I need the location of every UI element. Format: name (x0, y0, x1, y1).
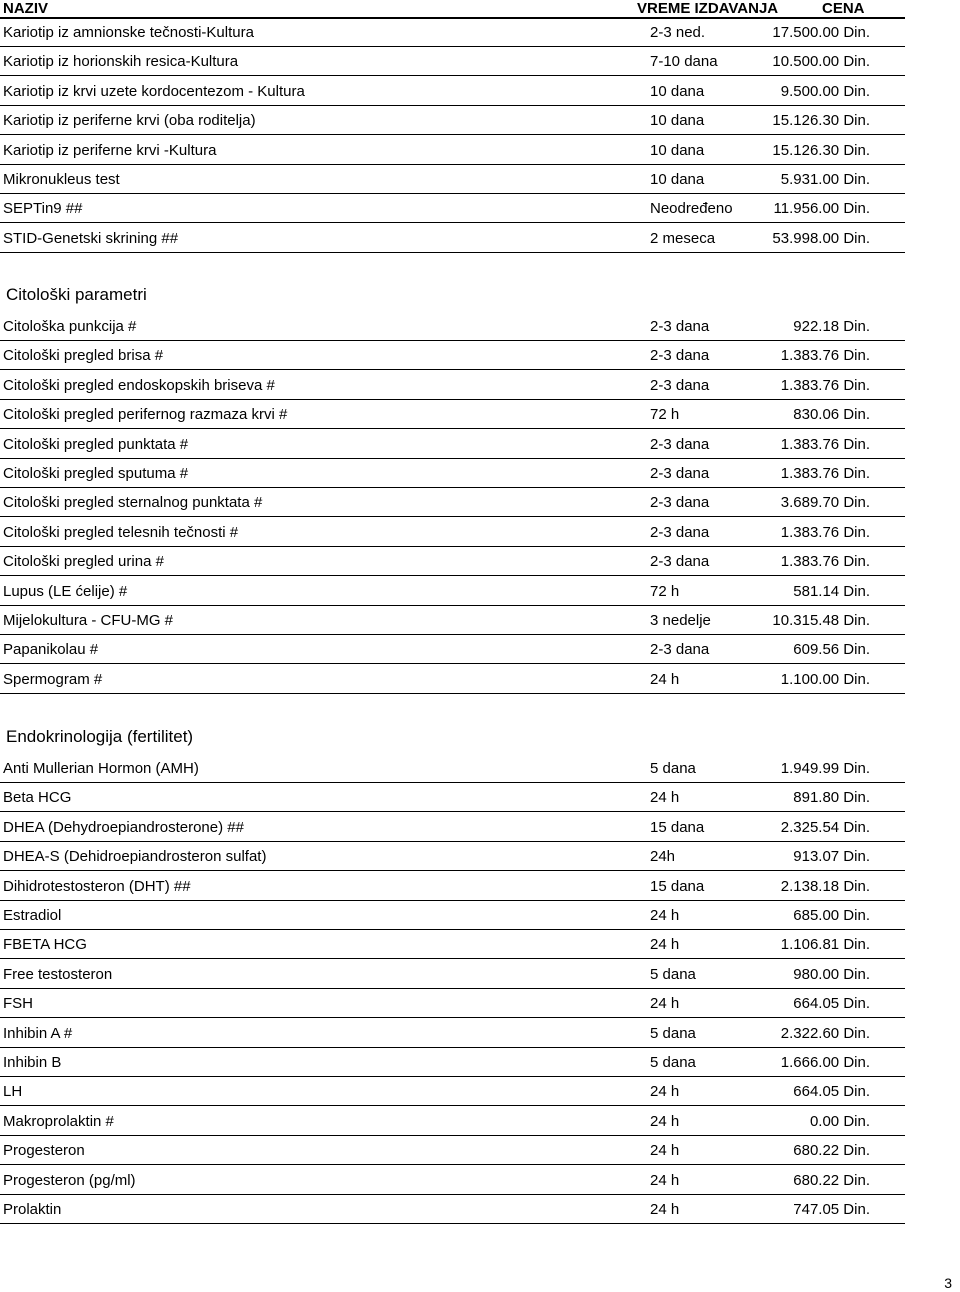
price: 10.315.48 Din. (772, 612, 870, 629)
turnaround-time: 2-3 dana (650, 494, 710, 512)
table-row (0, 1048, 960, 1077)
price: 2.325.54 Din. (780, 818, 870, 836)
turnaround-time: 2-3 dana (650, 318, 710, 335)
price: 1.383.76 Din. (780, 347, 870, 365)
price: 10.500.00 Din. (772, 53, 870, 71)
test-name: Citološki pregled brisa # (3, 347, 164, 365)
turnaround-time: 2 meseca (650, 229, 716, 247)
test-name: Beta HCG (3, 789, 72, 807)
test-name: Mikronukleus test (3, 171, 120, 188)
table-row (0, 783, 960, 812)
turnaround-time: 7-10 dana (650, 53, 718, 71)
price: 1.383.76 Din. (780, 465, 870, 482)
row-divider (0, 693, 905, 694)
section-title: Citološki parametri (6, 285, 147, 304)
test-name: FSH (3, 995, 33, 1013)
turnaround-time: 24 h (650, 907, 680, 924)
test-name: FBETA HCG (3, 936, 87, 954)
turnaround-time: 10 dana (650, 82, 705, 100)
table-row (0, 106, 960, 135)
price: 891.80 Din. (793, 789, 870, 807)
price: 747.05 Din. (793, 1201, 870, 1218)
test-name: STID-Genetski skrining ## (3, 229, 179, 247)
table-row (0, 488, 960, 517)
price: 664.05 Din. (793, 995, 870, 1013)
turnaround-time: 10 dana (650, 141, 705, 159)
table-row (0, 224, 960, 253)
test-name: Papanikolau # (3, 641, 99, 659)
price: 15.126.30 Din. (772, 112, 870, 130)
price: 913.07 Din. (793, 848, 870, 866)
price: 922.18 Din. (793, 318, 870, 335)
test-name: DHEA (Dehydroepiandrosterone) ## (3, 818, 244, 836)
price: 609.56 Din. (793, 641, 870, 659)
table-row (0, 371, 960, 400)
price: 2.322.60 Din. (780, 1024, 870, 1042)
price: 680.22 Din. (793, 1171, 870, 1189)
turnaround-time: 5 dana (650, 965, 696, 983)
table-header (0, 0, 960, 18)
table-row (0, 989, 960, 1018)
test-name: Citološki pregled punktata # (3, 435, 189, 453)
test-name: Citološki pregled endoskopskih briseva # (3, 376, 275, 394)
table-row (0, 1136, 960, 1165)
table-row (0, 430, 960, 459)
price: 1.100.00 Din. (780, 670, 870, 688)
price: 1.106.81 Din. (780, 936, 870, 954)
test-name: Inhibin A # (3, 1024, 73, 1042)
price: 53.998.00 Din. (772, 229, 870, 247)
test-name: Spermogram # (3, 670, 103, 688)
table-row (0, 47, 960, 76)
price: 685.00 Din. (793, 907, 870, 924)
turnaround-time: 24 h (650, 1142, 680, 1160)
page-number: 3 (944, 1275, 952, 1291)
table-row (0, 1019, 960, 1048)
turnaround-time: 24h (650, 848, 676, 866)
table-row (0, 18, 960, 47)
table-row (0, 400, 960, 429)
test-name: Citološka punkcija # (3, 318, 137, 335)
test-name: Mijelokultura - CFU-MG # (3, 612, 174, 629)
test-name: Anti Mullerian Hormon (AMH) (3, 760, 199, 777)
price: 9.500.00 Din. (780, 82, 870, 100)
price: 980.00 Din. (793, 965, 870, 983)
test-name: Kariotip iz krvi uzete kordocentezom - Kultura (3, 82, 305, 100)
test-name: SEPTin9 ## (3, 200, 83, 218)
table-row (0, 1077, 960, 1106)
turnaround-time: 24 h (650, 1171, 680, 1189)
test-name: Kariotip iz periferne krvi (oba roditelja) (3, 112, 256, 130)
test-name: Citološki pregled sputuma # (3, 465, 189, 482)
turnaround-time: 5 dana (650, 1024, 696, 1042)
table-row (0, 901, 960, 930)
header-price: CENA (822, 0, 865, 17)
test-name: Dihidrotestosteron (DHT) ## (3, 877, 191, 895)
price: 680.22 Din. (793, 1142, 870, 1160)
table-row (0, 930, 960, 959)
price: 581.14 Din. (793, 582, 870, 600)
table-row (0, 136, 960, 165)
table-row (0, 518, 960, 547)
turnaround-time: 2-3 dana (650, 376, 710, 394)
table-row (0, 754, 960, 783)
table-row (0, 312, 960, 341)
price: 830.06 Din. (793, 406, 870, 424)
header-time: VREME IZDAVANJA (637, 0, 779, 17)
turnaround-time: 2-3 dana (650, 553, 710, 571)
section-title: Endokrinologija (fertilitet) (6, 727, 194, 746)
turnaround-time: 5 dana (650, 1054, 696, 1071)
turnaround-time: 72 h (650, 582, 680, 600)
turnaround-time: 24 h (650, 1112, 680, 1130)
turnaround-time: 2-3 dana (650, 347, 710, 365)
table-row (0, 194, 960, 223)
turnaround-time: 2-3 dana (650, 435, 710, 453)
turnaround-time: 2-3 dana (650, 641, 710, 659)
table-row (0, 459, 960, 488)
price: 5.931.00 Din. (780, 171, 870, 188)
price: 1.383.76 Din. (780, 523, 870, 541)
turnaround-time: 24 h (650, 670, 680, 688)
table-row (0, 960, 960, 989)
table-row (0, 547, 960, 576)
table-row (0, 813, 960, 842)
test-name: LH (3, 1083, 23, 1101)
turnaround-time: Neodređeno (650, 200, 733, 218)
row-divider (0, 1223, 905, 1224)
table-row (0, 635, 960, 664)
price: 1.383.76 Din. (780, 376, 870, 394)
turnaround-time: 15 dana (650, 877, 705, 895)
test-name: Inhibin B (3, 1054, 62, 1071)
test-name: Citološki pregled telesnih tečnosti # (3, 523, 239, 541)
price: 11.956.00 Din. (773, 200, 870, 218)
test-name: Citološki pregled urina # (3, 553, 164, 571)
turnaround-time: 5 dana (650, 760, 696, 777)
test-name: Estradiol (3, 907, 62, 924)
turnaround-time: 24 h (650, 1083, 680, 1101)
turnaround-time: 10 dana (650, 171, 705, 188)
price: 1.666.00 Din. (780, 1054, 870, 1071)
table-row (0, 1195, 960, 1224)
row-divider (0, 252, 905, 253)
turnaround-time: 24 h (650, 995, 680, 1013)
test-name: Makroprolaktin # (3, 1112, 114, 1130)
price: 1.383.76 Din. (780, 435, 870, 453)
turnaround-time: 3 nedelje (650, 612, 711, 629)
turnaround-time: 24 h (650, 1201, 680, 1218)
table-row (0, 341, 960, 370)
test-name: Free testosteron (3, 965, 113, 983)
turnaround-time: 24 h (650, 789, 680, 807)
table-row (0, 872, 960, 901)
test-name: Kariotip iz amnionske tečnosti-Kultura (3, 24, 254, 41)
price: 17.500.00 Din. (772, 24, 870, 41)
turnaround-time: 2-3 ned. (650, 24, 706, 41)
table-row (0, 842, 960, 871)
test-name: Progesteron (pg/ml) (3, 1171, 136, 1189)
price: 1.949.99 Din. (780, 760, 870, 777)
price: 3.689.70 Din. (780, 494, 870, 512)
price: 664.05 Din. (793, 1083, 870, 1101)
price: 2.138.18 Din. (780, 877, 870, 895)
test-name: DHEA-S (Dehidroepiandrosteron sulfat) (3, 848, 267, 866)
test-name: Kariotip iz horionskih resica-Kultura (3, 53, 239, 71)
table-row (0, 606, 960, 635)
test-name: Citološki pregled perifernog razmaza krvi # (3, 406, 288, 424)
table-row (0, 665, 960, 694)
test-name: Kariotip iz periferne krvi -Kultura (3, 141, 217, 159)
turnaround-time: 15 dana (650, 818, 705, 836)
table-row (0, 577, 960, 606)
header-name: NAZIV (3, 0, 48, 17)
turnaround-time: 24 h (650, 936, 680, 954)
price: 1.383.76 Din. (780, 553, 870, 571)
table-row (0, 77, 960, 106)
test-name: Progesteron (3, 1142, 85, 1160)
table-row (0, 165, 960, 194)
test-name: Citološki pregled sternalnog punktata # (3, 494, 263, 512)
price: 15.126.30 Din. (772, 141, 870, 159)
turnaround-time: 72 h (650, 406, 680, 424)
turnaround-time: 10 dana (650, 112, 705, 130)
turnaround-time: 2-3 dana (650, 523, 710, 541)
test-name: Prolaktin (3, 1201, 62, 1218)
table-row (0, 1166, 960, 1195)
table-row (0, 1107, 960, 1136)
turnaround-time: 2-3 dana (650, 465, 710, 482)
test-name: Lupus (LE ćelije) # (3, 582, 128, 600)
price: 0.00 Din. (809, 1112, 870, 1130)
